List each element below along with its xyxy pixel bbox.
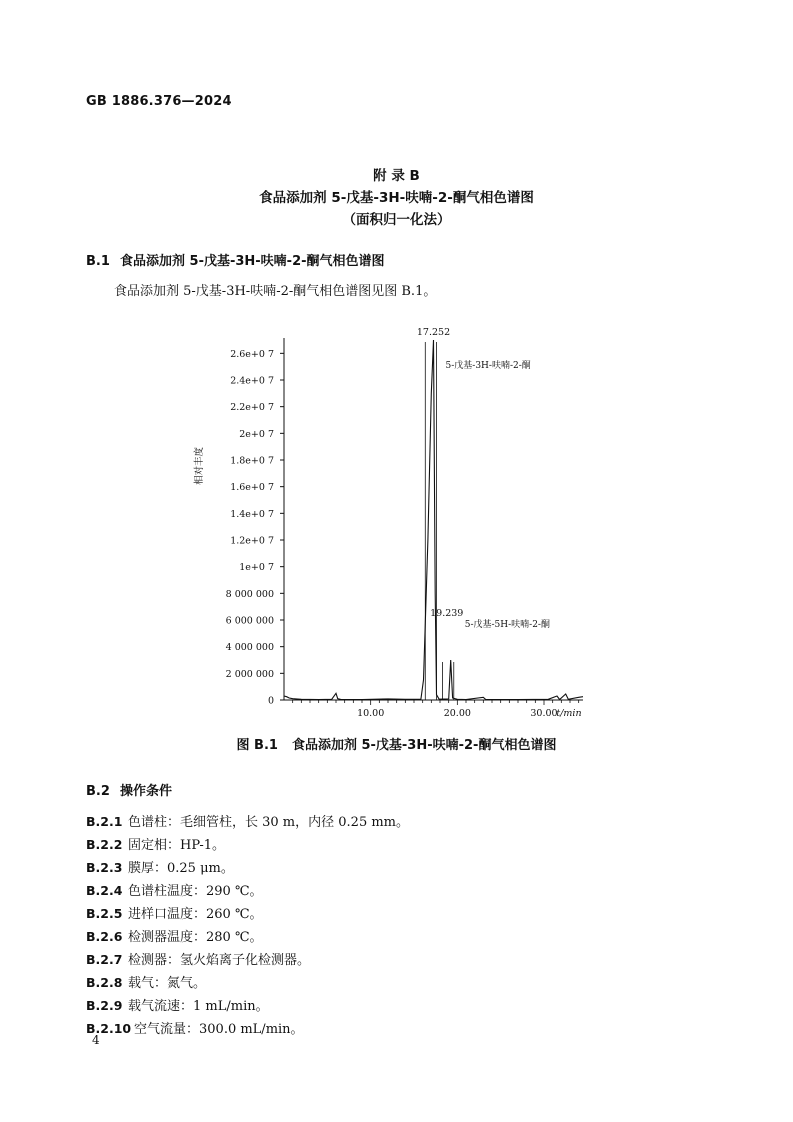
condition-text: 色谱柱温度：290 ℃。 (128, 884, 263, 899)
condition-item (86, 857, 234, 876)
condition-number: B.2.3 (86, 860, 123, 875)
figure-caption-number: 图 B.1 (236, 738, 278, 753)
condition-number: B.2.7 (86, 952, 123, 967)
y-tick-label: 1.8e+0 7 (230, 455, 274, 467)
condition-number: B.2.9 (86, 998, 123, 1013)
condition-item (86, 972, 206, 991)
y-tick-label: 0 (267, 695, 274, 707)
condition-number: B.2.1 (86, 814, 123, 829)
section-b2-number: B.2 (86, 784, 110, 799)
condition-text: 进样口温度：260 ℃。 (128, 907, 263, 922)
condition-number: B.2.4 (86, 883, 123, 898)
section-b1-number: B.1 (86, 254, 110, 269)
condition-item (86, 926, 263, 945)
condition-item (86, 995, 269, 1014)
y-axis-label: 相对丰度 (194, 446, 205, 486)
chromatogram-trace (284, 340, 583, 700)
y-tick-label: 2.2e+0 7 (230, 402, 274, 414)
condition-text: 检测器：氢火焰离子化检测器。 (128, 953, 311, 968)
section-b2-title: 操作条件 (120, 784, 173, 799)
condition-number: B.2.10 (86, 1021, 132, 1036)
figure-caption-text: 食品添加剂 5-戊基-3H-呋喃-2-酮气相色谱图 (291, 738, 557, 753)
x-tick-label: 30.00 (530, 708, 558, 719)
condition-item (86, 903, 263, 922)
condition-number: B.2.8 (86, 975, 123, 990)
condition-item (86, 949, 310, 968)
section-b2-heading (86, 780, 172, 799)
peak-name-label: 5-戊基-3H-呋喃-2-酮 (445, 361, 531, 371)
condition-text: 膜厚：0.25 μm。 (128, 861, 234, 876)
appendix-title: 食品添加剂 5-戊基-3H-呋喃-2-酮气相色谱图 (259, 190, 534, 206)
condition-number: B.2.6 (86, 929, 123, 944)
y-tick-label: 6 000 000 (225, 615, 274, 627)
condition-item (86, 834, 225, 853)
condition-text: 固定相：HP-1。 (128, 838, 226, 853)
figure-caption (0, 734, 793, 753)
condition-number: B.2.2 (86, 837, 123, 852)
condition-item (86, 880, 263, 899)
condition-text: 检测器温度：280 ℃。 (128, 930, 263, 945)
document-header: GB 1886.376—2024 (86, 94, 232, 109)
condition-item (86, 811, 409, 830)
y-tick-label: 2.6e+0 7 (230, 348, 274, 360)
y-tick-label: 2e+0 7 (239, 428, 274, 440)
condition-number: B.2.5 (86, 906, 123, 921)
section-b1-title: 食品添加剂 5-戊基-3H-呋喃-2-酮气相色谱图 (120, 254, 385, 269)
page-number: 4 (92, 1033, 100, 1047)
y-tick-label: 2 000 000 (225, 668, 274, 680)
y-tick-label: 1.2e+0 7 (230, 535, 274, 547)
y-tick-label: 8 000 000 (225, 588, 274, 600)
y-tick-label: 1e+0 7 (239, 562, 274, 574)
x-axis-label: t/min (556, 708, 582, 719)
condition-text: 载气：氮气。 (128, 976, 207, 991)
peak-name-label: 5-戊基-5H-呋喃-2-酮 (464, 620, 550, 630)
x-tick-label: 20.00 (443, 708, 471, 719)
appendix-subtitle: （面积归一化法） (342, 212, 451, 228)
peak-rt-label: 19.239 (430, 608, 464, 619)
x-tick-label: 10.00 (357, 708, 385, 719)
condition-item (86, 1018, 304, 1037)
condition-text: 色谱柱：毛细管柱，长 30 m，内径 0.25 mm。 (128, 815, 409, 830)
y-tick-label: 4 000 000 (225, 642, 274, 654)
y-tick-label: 2.4e+0 7 (230, 375, 274, 387)
condition-text: 空气流量：300.0 mL/min。 (134, 1022, 304, 1037)
appendix-label: 附 录 B (373, 168, 420, 184)
y-tick-label: 1.6e+0 7 (230, 482, 274, 494)
y-tick-label: 1.4e+0 7 (230, 508, 274, 520)
condition-text: 载气流速：1 mL/min。 (128, 999, 269, 1014)
peak-rt-label: 17.252 (416, 327, 451, 338)
section-b1-text: 食品添加剂 5-戊基-3H-呋喃-2-酮气相色谱图见图 B.1。 (114, 284, 437, 299)
